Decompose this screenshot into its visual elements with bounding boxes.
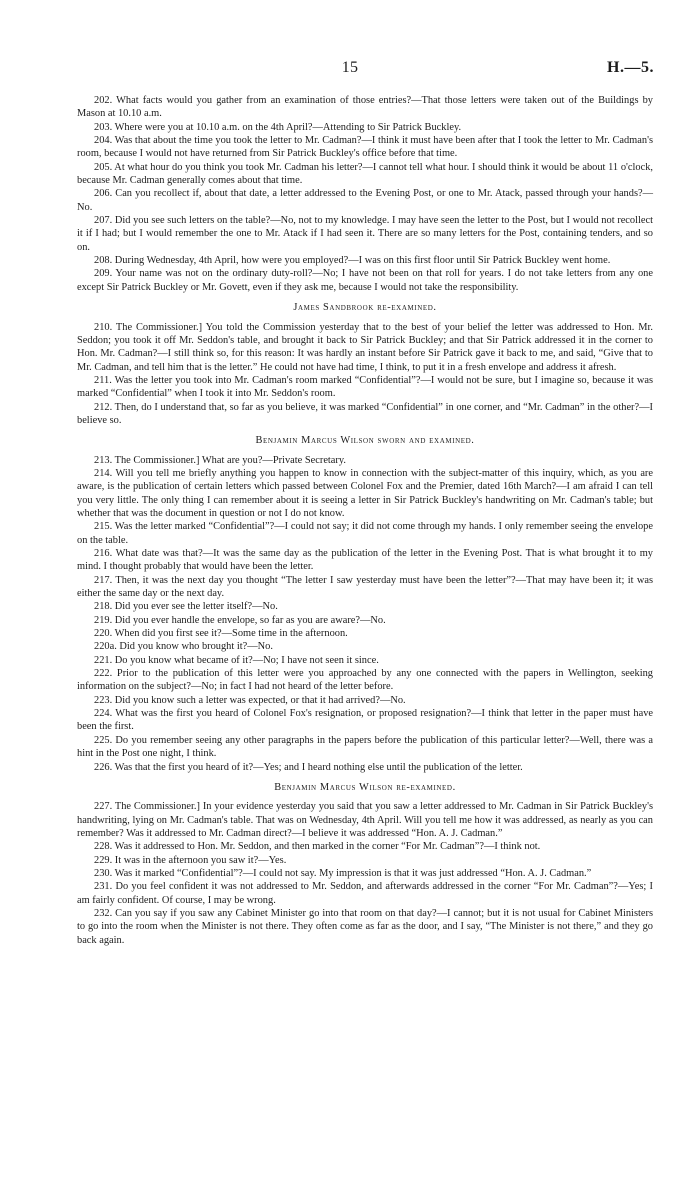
paragraph-224: 224. What was the first you heard of Colonel Fox's resignation, or proposed resignation?—I think that letter in the paper must have been the first.	[77, 708, 653, 733]
witness-heading-wilson-reexamined: Benjamin Marcus Wilson re-examined.	[274, 781, 456, 793]
paragraph-228: 228. Was it addressed to Hon. Mr. Seddon, and then marked in the corner “For Mr. Cadman”?—I think not.	[94, 841, 541, 853]
paragraph-220: 220. When did you first see it?—Some time in the afternoon.	[94, 628, 348, 640]
paragraph-210: 210. The Commissioner.] You told the Commission yesterday that to the best of your belief the letter was addressed to Hon. Mr. Seddon; you took it off Mr. Seddon's table, and brought it back to Sir Patrick Buckley; and that Sir Patrick addressed it in the corner to Hon. Mr. Cadman?—I still think so, for this reason: It was hardly an instant before Sir Patrick gave it back to me, and said, “Give that to Mr. Cadman, and tell him that is the letter.” He could not have had time, I think, to put it in a fresh envelope and address it afresh.	[77, 321, 653, 373]
page-number: 15	[341, 59, 359, 76]
paragraph-226: 226. Was that the first you heard of it?—Yes; and I heard nothing else until the publication of the letter.	[94, 761, 523, 773]
paragraph-208: 208. During Wednesday, 4th April, how were you employed?—I was on this first floor until Sir Patrick Buckley went home.	[94, 255, 611, 267]
paragraph-212: 212. Then, do I understand that, so far as you believe, it was marked “Confidential” in one corner, and “Mr. Cadman” in the other?—I believe so.	[77, 401, 653, 426]
paragraph-202: 202. What facts would you gather from an examination of those entries?—That those letters were taken out of the Buildings by Mason at 10.10 a.m.	[77, 95, 653, 120]
witness-heading-sandbrook: James Sandbrook re-examined.	[293, 302, 437, 314]
document-body	[77, 94, 653, 947]
paragraph-229: 229. It was in the afternoon you saw it?—Yes.	[94, 854, 287, 866]
witness-heading-wilson-sworn: Benjamin Marcus Wilson sworn and examined.	[255, 435, 475, 447]
paragraph-232: 232. Can you say if you saw any Cabinet Minister go into that room on that day?—I cannot; but it is not usual for Cabinet Ministers to go into the room when the Minister is not there. They often come as far as the door, and I say, “The Minister is not there,” and they go back again.	[77, 907, 653, 946]
paragraph-218: 218. Did you ever see the letter itself?—No.	[94, 601, 278, 613]
paragraph-205: 205. At what hour do you think you took Mr. Cadman his letter?—I cannot tell what hour. I should think it would be about 11 o'clock, because Mr. Cadman generally comes about that time.	[77, 161, 653, 187]
paragraph-220a: 220a. Did you know who brought it?—No.	[94, 641, 273, 653]
paragraph-213: 213. The Commissioner.] What are you?—Private Secretary.	[94, 454, 347, 466]
paragraph-222: 222. Prior to the publication of this letter were you approached by any one connected with the papers in Wellington, seeking information on the subject?—No; in fact I had not heard of the letter before.	[77, 668, 653, 693]
paragraph-203: 203. Where were you at 10.10 a.m. on the 4th April?—Attending to Sir Patrick Buckley.	[94, 121, 462, 133]
paragraph-231: 231. Do you feel confident it was not addressed to Mr. Seddon, and afterwards addressed in the corner “For Mr. Cadman”?—Yes; I am fairly confident. Of course, I may be wrong.	[77, 881, 653, 906]
paragraph-211: 211. Was the letter you took into Mr. Cadman's room marked “Confidential”?—I would not be sure, but I imagine so, because it was marked “Confidential” when I took it into Mr. Seddon's room.	[77, 374, 653, 400]
paragraph-230: 230. Was it marked “Confidential”?—I could not say. My impression is that it was just addressed “Hon. A. J. Cadman.”	[94, 867, 592, 879]
paragraph-206: 206. Can you recollect if, about that date, a letter addressed to the Evening Post, or one to Mr. Atack, passed through your hands?—No.	[77, 188, 653, 213]
section-reference: H.—5.	[607, 59, 654, 76]
paragraph-221: 221. Do you know what became of it?—No; I have not seen it since.	[94, 654, 379, 666]
paragraph-219: 219. Did you ever handle the envelope, so far as you are aware?—No.	[94, 614, 386, 626]
paragraph-204: 204. Was that about the time you took the letter to Mr. Cadman?—I think it must have been after that I took the letter to Mr. Cadman's room, because I would not have returned from Sir Patrick Buckley's office before that time.	[77, 135, 653, 160]
paragraph-214: 214. Will you tell me briefly anything you happen to know in connection with the subject-matter of this inquiry, which, as you are aware, is the publication of certain letters which passed between Colonel Fox and the Premier, dated 16th March?—I am afraid I can tell you very little. The only thing I can remember about it is seeing a letter in Sir Patrick Buckley's handwriting on Mr. Cadman's table; but whether that was the document in question or not I do not know.	[77, 467, 653, 519]
paragraph-223: 223. Did you know such a letter was expected, or that it had arrived?—No.	[94, 694, 406, 706]
paragraph-227: 227. The Commissioner.] In your evidence yesterday you said that you saw a letter addressed to Mr. Cadman in Sir Patrick Buckley's handwriting, lying on Mr. Cadman's table. That was on Wednesday, 4th April. Will you tell me how it was addressed, as nearly as you can remember? Was it addressed to Mr. Cadman direct?—I believe it was addressed “Hon. A. J. Cadman.”	[77, 801, 653, 839]
paragraph-209: 209. Your name was not on the ordinary duty-roll?—No; I have not been on that roll for years. I do not take letters from any one except Sir Patrick Buckley or Mr. Govett, even if they ask me, because I would not take the responsibility.	[77, 268, 653, 293]
paragraph-207: 207. Did you see such letters on the table?—No, not to my knowledge. I may have seen the letter to the Post, but I would not recollect it if I had; but I would remember the one to Mr. Atack if I had seen it. There are so many letters for the Post, containing tenders, and so on.	[77, 215, 653, 253]
paragraph-215: 215. Was the letter marked “Confidential”?—I could not say; it did not come through my hands. I only remember seeing the envelope on the table.	[77, 521, 653, 546]
paragraph-225: 225. Do you remember seeing any other paragraphs in the papers before the publication of this particular letter?—Well, there was a hint in the Post one night, I think.	[77, 734, 653, 760]
paragraph-217: 217. Then, it was the next day you thought “The letter I saw yesterday must have been the letter”?—That may have been it; it was either the same day or the next day.	[77, 574, 653, 600]
paragraph-216: 216. What date was that?—It was the same day as the publication of the letter in the Evening Post. That is what brought it to my mind. I thought probably that would have been the letter.	[77, 548, 653, 573]
